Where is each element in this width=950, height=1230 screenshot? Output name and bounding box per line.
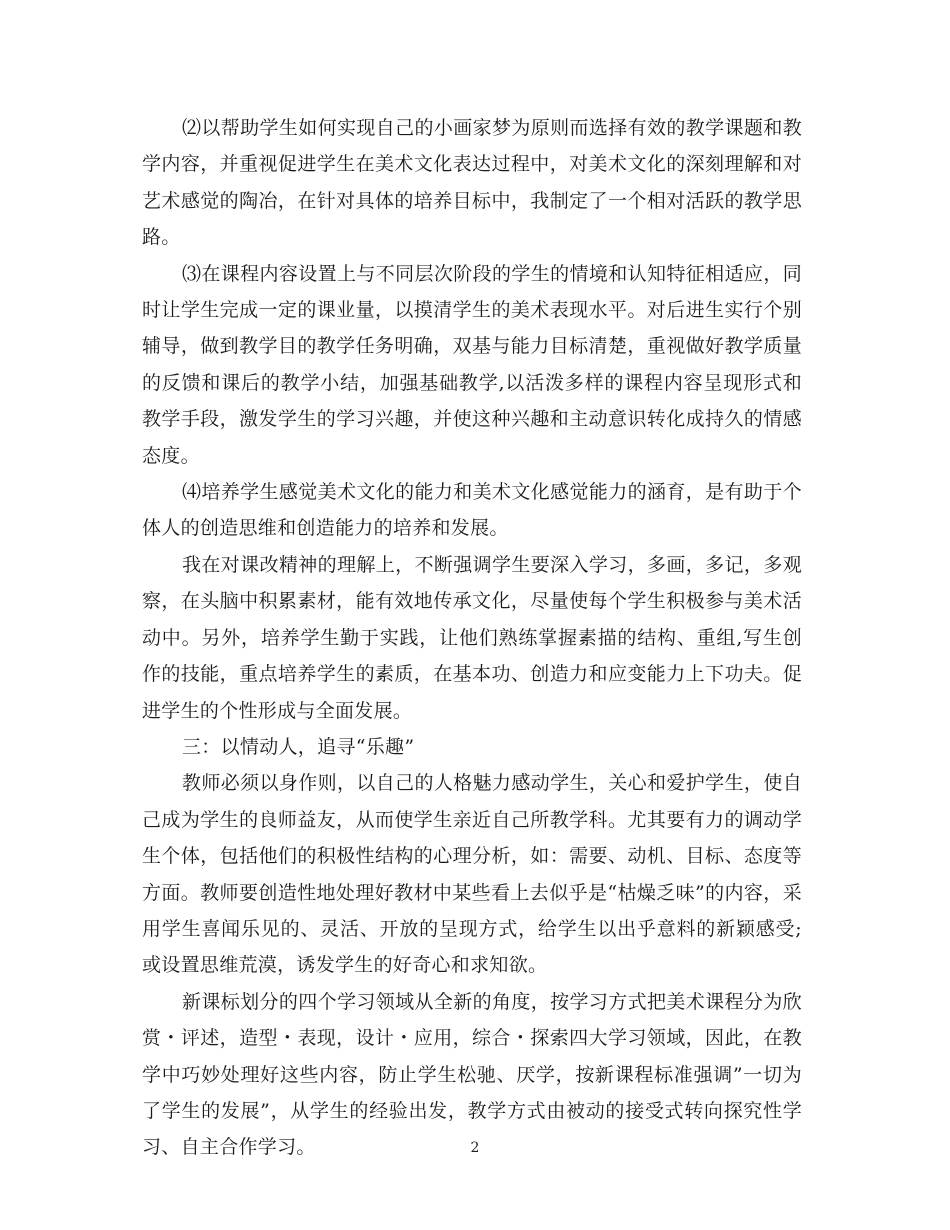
page-number: 2 (470, 1140, 480, 1156)
paragraph-4: ⑷培养学生感觉美术文化的能力和美术文化感觉能力的涵育，是有助于个体人的创造思维和创造能力的培养和发展。 (142, 481, 802, 540)
paragraph-2: ⑵以帮助学生如何实现自己的小画家梦为原则而选择有效的教学课题和教学内容，并重视促进学生在美术文化表达过程中，对美术文化的深刻理解和对艺术感觉的陶冶，在针对具体的培养目标中，我制定了一个相对活跃的教学思路。 (142, 117, 802, 249)
paragraph-3: ⑶在课程内容设置上与不同层次阶段的学生的情境和认知特征相适应，同时让学生完成一定的课业量，以摸清学生的美术表现水平。对后进生实行个别辅导，做到教学目的教学任务明确，双基与能力目标清楚，重视做好教学质量的反馈和课后的教学小结，加强基础教学,以活泼多样的课程内容呈现形式和教学手段，激发学生的学习兴趣，并使这种兴趣和主动意识转化成持久的情感态度。 (142, 262, 802, 467)
paragraph-teacher-role: 教师必须以身作则，以自己的人格魅力感动学生，关心和爱护学生，使自己成为学生的良师益友，从而使学生亲近自己所教学科。尤其要有力的调动学生个体，包括他们的积极性结构的心理分析，如：需要、动机、目标、态度等方面。教师要创造性地处理好教材中某些看上去似乎是“枯燥乏味”的内容，采用学生喜闻乐见的、灵活、开放的呈现方式，给学生以出乎意料的新颖感受;或设置思维荒漠，诱发学生的好奇心和求知欲。 (142, 772, 802, 977)
document-body (142, 110, 802, 1166)
paragraph-curriculum-understanding: 我在对课改精神的理解上，不断强调学生要深入学习，多画，多记，多观察，在头脑中积累素材，能有效地传承文化，尽量使每个学生积极参与美术活动中。另外，培养学生勤于实践，让他们熟练掌握素描的结构、重组,写生创作的技能，重点培养学生的素质，在基本功、创造力和应变能力上下功夫。促进学生的个性形成与全面发展。 (142, 553, 802, 722)
paragraph-new-curriculum: 新课标划分的四个学习领域从全新的角度，按学习方式把美术课程分为欣赏・评述，造型・表现，设计・应用，综合・探索四大学习领域，因此，在教学中巧妙处理好这些内容，防止学生松驰、厌学，按新课程标准强调”一切为了学生的发展”，从学生的经验出发，教学方式由被动的接受式转向探究性学习、自主合作学习。 (142, 990, 802, 1159)
section-heading-three: 三：以情动人，追寻“乐趣” (182, 735, 415, 758)
